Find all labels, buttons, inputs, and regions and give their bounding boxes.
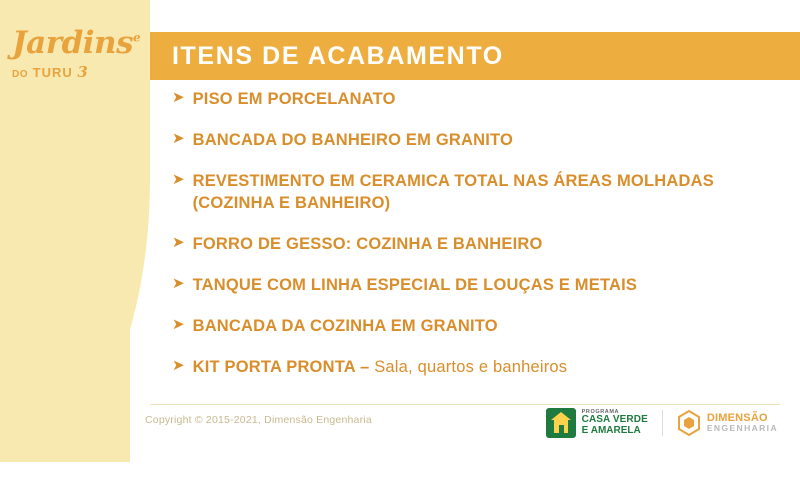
- list-item-text: TANQUE COM LINHA ESPECIAL DE LOUÇAS E METAIS: [192, 276, 638, 294]
- list-item-text: FORRO DE GESSO: COZINHA E BANHEIRO: [192, 235, 543, 253]
- casa-verde-program-label: PROGRAMA: [581, 408, 620, 415]
- footer-logo-separator: [662, 410, 663, 436]
- page-title: ITENS DE ACABAMENTO: [172, 41, 504, 70]
- bullet-arrow-icon: ➤: [172, 275, 185, 292]
- list-item: [172, 274, 782, 296]
- dimensao-sub: ENGENHARIA: [706, 423, 778, 434]
- list-item: [172, 356, 782, 378]
- house-icon: [546, 408, 576, 438]
- list-item-text: KIT PORTA PRONTA –: [192, 358, 375, 376]
- list-item-label: [193, 233, 543, 255]
- list-item: [172, 233, 782, 255]
- bullet-arrow-icon: ➤: [172, 171, 185, 188]
- hexagon-icon: [677, 410, 701, 436]
- title-bar: [150, 32, 800, 80]
- brand-logo-text: Jardins: [12, 25, 134, 61]
- dimensao-text: [707, 413, 778, 433]
- dimensao-engenharia-logo: [677, 410, 778, 436]
- list-item-suffix: Sala, quartos e banheiros: [374, 358, 568, 376]
- bullet-list: [172, 88, 782, 397]
- list-item: [172, 170, 782, 214]
- brand-logo-sub-prefix: DO: [12, 69, 28, 80]
- list-item-label: [193, 274, 638, 296]
- bullet-arrow-icon: ➤: [172, 357, 185, 374]
- list-item-label: [193, 129, 513, 151]
- brand-logo-subtitle: [12, 63, 132, 81]
- list-item-label: [193, 88, 396, 110]
- bullet-arrow-icon: ➤: [172, 89, 185, 106]
- casa-verde-amarela-logo: [546, 408, 648, 438]
- casa-verde-line2: E AMARELA: [581, 424, 641, 436]
- brand-logo-sub-number: 3: [77, 63, 89, 81]
- list-item-label: [193, 170, 782, 214]
- casa-verde-text: [582, 410, 648, 437]
- list-item-text: REVESTIMENTO EM CERAMICA TOTAL NAS ÁREAS MOLHADAS (COZINHA E BANHEIRO): [192, 172, 714, 212]
- list-item: [172, 315, 782, 337]
- copyright-text: Copyright © 2015-2021, Dimensão Engenharia: [145, 414, 372, 426]
- bullet-arrow-icon: ➤: [172, 316, 185, 333]
- list-item-text: BANCADA DA COZINHA EM GRANITO: [192, 317, 498, 335]
- list-item-text: PISO EM PORCELANATO: [192, 90, 396, 108]
- footer-logos: [546, 408, 778, 438]
- list-item: [172, 129, 782, 151]
- brand-logo: [12, 25, 141, 81]
- list-item: [172, 88, 782, 110]
- list-item-text: BANCADA DO BANHEIRO EM GRANITO: [192, 131, 513, 149]
- bullet-arrow-icon: ➤: [172, 234, 185, 251]
- brand-logo-name: [12, 25, 141, 61]
- casa-verde-line1: CASA VERDE: [581, 414, 648, 426]
- list-item-label: [193, 315, 498, 337]
- bullet-arrow-icon: ➤: [172, 130, 185, 147]
- brand-logo-sub-name: TURU: [32, 65, 73, 80]
- dimensao-name: DIMENSÃO: [706, 411, 768, 424]
- left-panel-bottom-mask: [0, 462, 150, 480]
- brand-logo-superscript: e: [133, 30, 141, 45]
- list-item-label: [193, 356, 568, 378]
- footer-divider: [150, 404, 780, 405]
